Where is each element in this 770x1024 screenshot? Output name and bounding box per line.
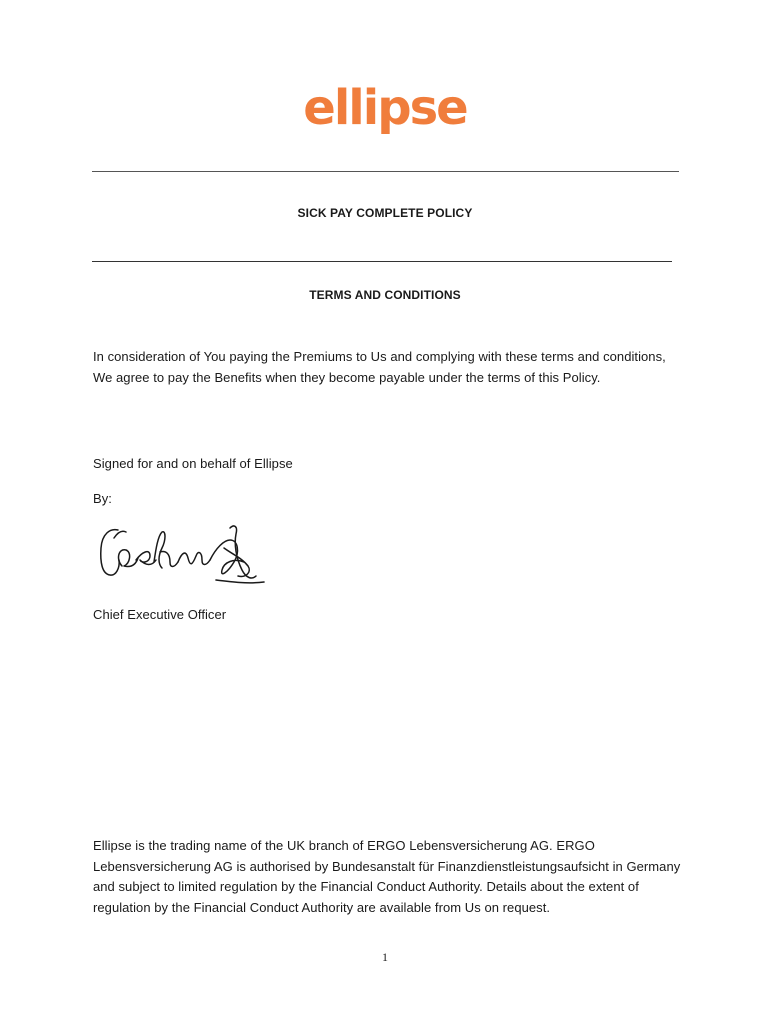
section-heading: TERMS AND CONDITIONS [309, 288, 461, 302]
consideration-paragraph: In consideration of You paying the Premiums to Us and complying with these terms and conditions, We agree to pay the Benefits when they become payable under the terms of this Policy. [93, 349, 666, 385]
page-number: 1 [382, 950, 388, 964]
document-title: SICK PAY COMPLETE POLICY [297, 206, 473, 220]
by-label: By: [93, 491, 112, 506]
ellipse-logo: ellipse [303, 80, 467, 136]
regulatory-footer: Ellipse is the trading name of the UK branch of ERGO Lebensversicherung AG. ERGO Lebensversicherung AG is authorised by Bundesanstalt für Finanzdienstleistungsaufsicht in Germany and subject to limited regulation by the Financial Conduct Authority. Details about the extent of regulation by the Financial Conduct Authority are available from Us on request. [93, 838, 681, 915]
title-divider [92, 261, 672, 262]
top-divider [92, 171, 679, 172]
signed-on-behalf-line: Signed for and on behalf of Ellipse [93, 456, 293, 471]
handwritten-signature [96, 518, 268, 590]
signatory-title: Chief Executive Officer [93, 607, 227, 622]
